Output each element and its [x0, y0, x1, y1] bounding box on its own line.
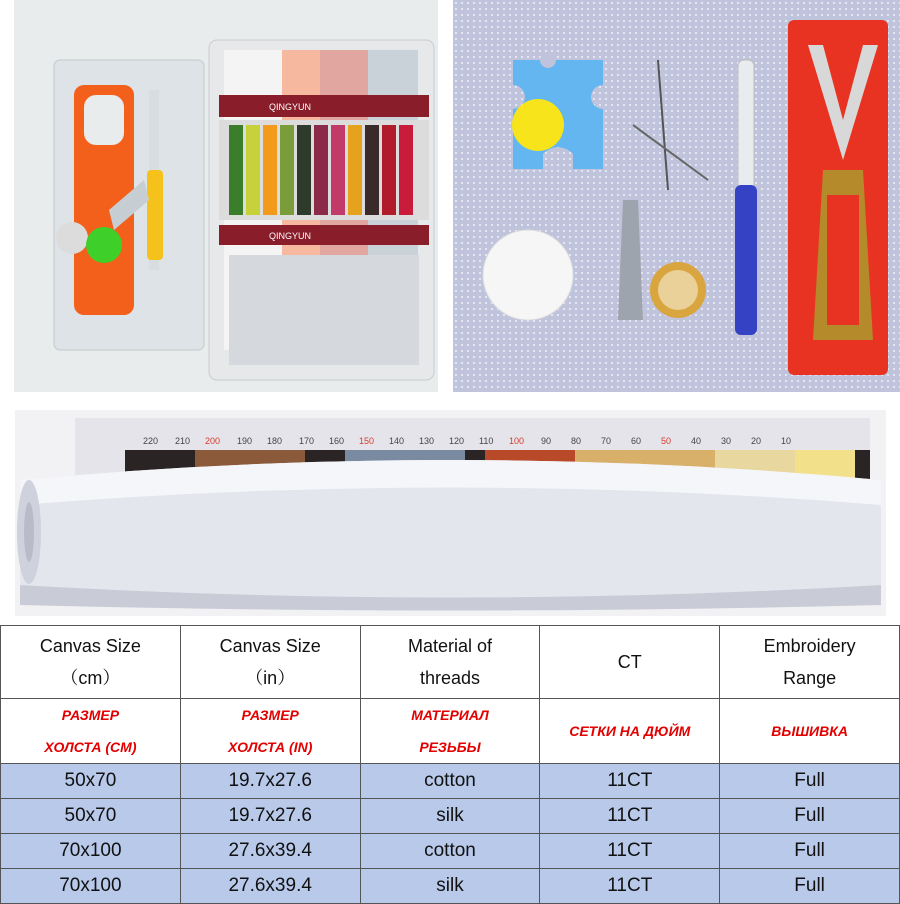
- cell-size-cm: 70x100: [1, 869, 181, 904]
- ruler-tick-label: 150: [359, 436, 375, 446]
- header-row-english: [1, 626, 900, 699]
- ruler-tick-label: 70: [601, 436, 612, 446]
- ruler-tick-label: 80: [571, 436, 582, 446]
- cell-material: cotton: [360, 764, 540, 799]
- ruler-tick-label: 20: [751, 436, 762, 446]
- cell-size-cm: 50x70: [1, 764, 181, 799]
- table-row: [1, 764, 900, 799]
- cell-ct: 11CT: [540, 869, 720, 904]
- spec-table: [0, 625, 900, 904]
- rolled-canvas-photo: [15, 410, 886, 616]
- header-ru-embroidery: [720, 699, 900, 764]
- header-ru-material: [360, 699, 540, 764]
- header-line: Canvas Size: [219, 636, 321, 656]
- ruler-tick-label: 30: [721, 436, 732, 446]
- header-line: CT: [617, 652, 642, 672]
- header-row-russian: [1, 699, 900, 764]
- table-row: [1, 869, 900, 904]
- cell-size-in: 27.6x39.4: [180, 869, 360, 904]
- header-line: ХОЛСТА (СМ): [44, 739, 137, 755]
- table-row: [1, 799, 900, 834]
- header-canvas-size-in: [180, 626, 360, 699]
- header-material: [360, 626, 540, 699]
- header-ru-canvas-size-in: [180, 699, 360, 764]
- cell-ct: 11CT: [540, 764, 720, 799]
- ruler-tick-label: 110: [479, 436, 494, 446]
- header-line: Material of: [407, 636, 493, 656]
- ruler-tick-label: 40: [691, 436, 702, 446]
- cell-material: silk: [360, 869, 540, 904]
- cell-ct: 11CT: [540, 799, 720, 834]
- ruler-tick-label: 10: [781, 436, 792, 446]
- cell-size-cm: 70x100: [1, 834, 181, 869]
- cell-range: Full: [720, 834, 900, 869]
- header-line: Embroidery: [763, 636, 856, 656]
- cell-range: Full: [720, 799, 900, 834]
- header-ru-ct: [540, 699, 720, 764]
- header-ct: [540, 626, 720, 699]
- cell-ct: 11CT: [540, 834, 720, 869]
- header-line: ХОЛСТА (IN): [227, 739, 313, 755]
- ruler-tick-label: 100: [509, 436, 525, 446]
- cell-material: cotton: [360, 834, 540, 869]
- header-ru-canvas-size-cm: [1, 699, 181, 764]
- ruler-tick-label: 160: [329, 436, 345, 446]
- header-line: （cm）: [60, 668, 121, 688]
- ruler-tick-label: 170: [299, 436, 315, 446]
- header-line: Canvas Size: [39, 636, 141, 656]
- ruler-tick-label: 140: [389, 436, 405, 446]
- thread-label-bottom: QINGYUN: [269, 231, 312, 241]
- cell-range: Full: [720, 869, 900, 904]
- cell-size-in: 19.7x27.6: [180, 799, 360, 834]
- ruler-tick-label: 130: [419, 436, 435, 446]
- cell-range: Full: [720, 764, 900, 799]
- header-line: ВЫШИВКА: [771, 723, 848, 739]
- header-line: threads: [419, 668, 481, 688]
- header-embroidery-range: [720, 626, 900, 699]
- kit-package-photo: [14, 0, 438, 392]
- ruler-tick-label: 120: [449, 436, 465, 446]
- ruler-tick-label: 220: [143, 436, 159, 446]
- cell-size-in: 19.7x27.6: [180, 764, 360, 799]
- header-line: （in）: [245, 668, 296, 688]
- header-line: РАЗМЕР: [61, 707, 120, 723]
- ruler-tick-label: 50: [661, 436, 672, 446]
- header-line: Range: [783, 668, 837, 688]
- header-canvas-size-cm: [1, 626, 181, 699]
- ruler-tick-label: 180: [267, 436, 283, 446]
- cell-size-cm: 50x70: [1, 799, 181, 834]
- ruler-tick-label: 210: [175, 436, 191, 446]
- table-row: [1, 834, 900, 869]
- header-line: МАТЕРИАЛ: [411, 707, 489, 723]
- ruler-tick-label: 90: [541, 436, 552, 446]
- thread-label-top: QINGYUN: [269, 102, 312, 112]
- cell-size-in: 27.6x39.4: [180, 834, 360, 869]
- cell-material: silk: [360, 799, 540, 834]
- tools-photo: [453, 0, 900, 392]
- ruler-tick-label: 190: [237, 436, 253, 446]
- ruler-tick-label: 200: [205, 436, 221, 446]
- header-line: РАЗМЕР: [241, 707, 299, 723]
- header-line: РЕЗЬБЫ: [419, 739, 481, 755]
- header-line: СЕТКИ НА ДЮЙМ: [569, 723, 691, 739]
- ruler-tick-label: 60: [631, 436, 642, 446]
